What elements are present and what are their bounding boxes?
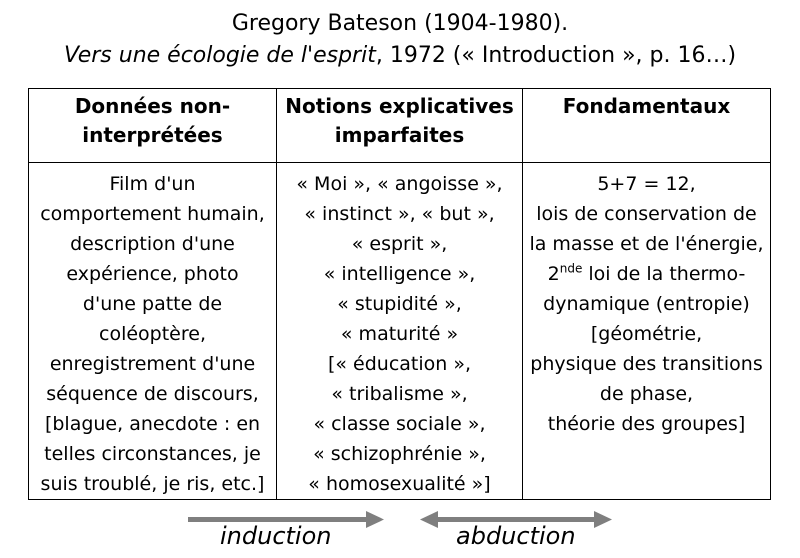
header-fondamentaux: [523, 89, 771, 163]
cell-line: de phase,: [599, 383, 694, 405]
table-header-row: [29, 89, 771, 163]
cell-line: « tribalisme »,: [331, 383, 468, 405]
cell-line: description d'une: [70, 233, 235, 255]
cell-line: lois de conservation de: [536, 203, 757, 225]
induction-label: induction: [220, 522, 332, 550]
cell-line: « esprit »,: [351, 233, 448, 255]
title-work-details: , 1972 (« Introduction », p. 16…): [375, 43, 737, 68]
cell-line: 5+7 = 12,: [597, 173, 696, 195]
header-line: Données non-: [74, 94, 231, 118]
cell-line: comportement humain,: [40, 203, 265, 225]
second-law-text: loi de la thermo-: [582, 263, 746, 285]
cell-line: « maturité »: [340, 323, 459, 345]
cell-line: enregistrement d'une: [49, 353, 256, 375]
cell-line: « classe sociale »,: [313, 413, 486, 435]
header-line: Notions explicatives: [285, 94, 514, 118]
cell-line: « Moi », « angoisse »,: [296, 173, 503, 195]
reasoning-arrows: [0, 500, 800, 558]
cell-line: dynamique (entropie): [543, 293, 750, 315]
cell-line: la masse et de l'énergie,: [529, 233, 764, 255]
cell-line: coléoptère,: [99, 323, 206, 345]
cell-notions: [277, 163, 523, 500]
cell-line: physique des transitions: [530, 353, 763, 375]
cell-line: [« éducation »,: [327, 353, 472, 375]
cell-line: d'une patte de: [82, 293, 223, 315]
title-author: Gregory Bateson (1904-1980).: [231, 11, 569, 36]
table-row: [29, 163, 771, 500]
cell-line: suis troublé, je ris, etc.]: [40, 473, 265, 495]
cell-line: [géométrie,: [590, 323, 703, 345]
header-line: Fondamentaux: [562, 94, 731, 118]
title-work-name: Vers une écologie de l'esprit: [63, 43, 376, 68]
header-donnees: [29, 89, 277, 163]
concepts-table: [28, 88, 771, 500]
cell-fondamentaux: [523, 163, 771, 500]
slide-title: [0, 8, 800, 72]
title-work: [0, 40, 800, 72]
arrows-svg: [0, 506, 800, 536]
cell-line: « instinct », « but »,: [304, 203, 495, 225]
header-notions: [277, 89, 523, 163]
cell-line: [blague, anecdote : en: [44, 413, 261, 435]
ordinal-suffix: nde: [559, 261, 583, 276]
header-line: interprétées: [82, 123, 223, 147]
ordinal-number: 2: [547, 263, 560, 285]
cell-line: Film d'un: [109, 173, 196, 195]
cell-line: telles circonstances, je: [44, 443, 261, 465]
cell-line: « stupidité »,: [337, 293, 462, 315]
cell-line: expérience, photo: [66, 263, 239, 285]
header-line: imparfaites: [334, 123, 465, 147]
cell-line: séquence de discours,: [46, 383, 259, 405]
cell-line: « schizophrénie »,: [313, 443, 486, 465]
cell-line-second-law: [525, 259, 768, 289]
cell-line: « intelligence »,: [323, 263, 476, 285]
abduction-label: abduction: [456, 522, 576, 550]
cell-line: « homosexualité »]: [308, 473, 491, 495]
cell-line: théorie des groupes]: [547, 413, 746, 435]
cell-donnees: [29, 163, 277, 500]
